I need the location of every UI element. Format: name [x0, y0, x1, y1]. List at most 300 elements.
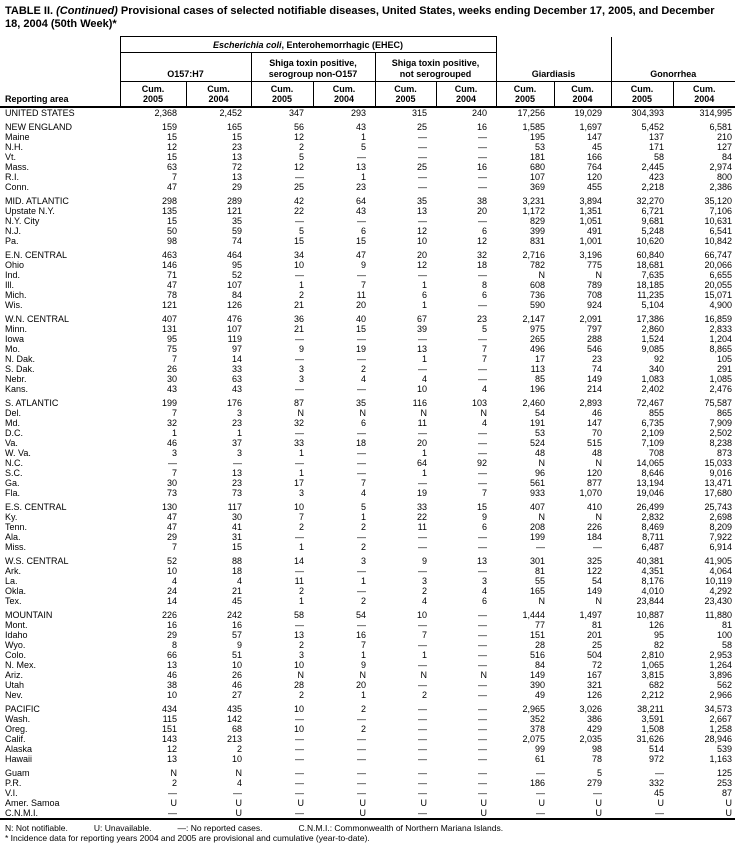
row-label: Mass.: [5, 162, 30, 172]
value-cell: —: [478, 714, 488, 724]
value-cell: 26,499: [636, 502, 665, 512]
value-cell: 265: [529, 334, 546, 344]
cum-year-header: Cum. 2005: [120, 82, 186, 108]
value-cell: 325: [586, 556, 603, 566]
row-label: Nebr.: [5, 374, 27, 384]
row-label: R.I.: [5, 172, 20, 182]
value-cell: 2: [298, 522, 304, 532]
table-row: [0, 610, 735, 620]
value-cell: 226: [586, 522, 603, 532]
row-label: Wyo.: [5, 640, 26, 650]
value-cell: —: [418, 734, 427, 744]
value-cell: 64: [355, 196, 366, 206]
value-cell: 31,626: [636, 734, 665, 744]
value-cell: 7: [360, 640, 366, 650]
table-row: [0, 744, 735, 754]
gonorrhea-header: Gonorrhea: [611, 53, 735, 82]
value-cell: N: [235, 768, 242, 778]
value-cell: —: [295, 566, 304, 576]
value-cell: 1,258: [709, 724, 733, 734]
value-cell: 88: [231, 556, 242, 566]
value-cell: 171: [648, 142, 665, 152]
table-row: [0, 132, 735, 142]
value-cell: 315: [411, 108, 427, 118]
value-cell: 7: [482, 354, 488, 364]
value-cell: 21: [231, 586, 242, 596]
value-cell: 35: [416, 196, 427, 206]
value-cell: 96: [535, 468, 546, 478]
value-cell: 16: [355, 630, 366, 640]
value-cell: 120: [586, 172, 603, 182]
value-cell: 13: [355, 162, 366, 172]
table-row: [0, 512, 735, 522]
value-cell: 71: [166, 270, 177, 280]
value-cell: N: [595, 270, 603, 280]
value-cell: N: [170, 768, 177, 778]
value-cell: —: [168, 808, 177, 818]
row-label: Utah: [5, 680, 25, 690]
value-cell: 608: [529, 280, 546, 290]
value-cell: 210: [716, 132, 733, 142]
value-cell: 32: [477, 250, 488, 260]
value-cell: —: [295, 778, 304, 788]
value-cell: 1,585: [522, 122, 546, 132]
legend-not-notifiable: N: Not notifiable.: [5, 823, 68, 833]
value-cell: 58: [293, 610, 304, 620]
row-label: Kans.: [5, 384, 29, 394]
value-cell: 2: [360, 364, 366, 374]
value-cell: N: [359, 408, 366, 418]
value-cell: —: [295, 808, 304, 818]
value-cell: 14: [293, 556, 304, 566]
legend-unavailable: U: Unavailable.: [93, 823, 152, 833]
table-row: [0, 196, 735, 206]
value-cell: —: [478, 690, 488, 700]
value-cell: 21: [293, 324, 304, 334]
value-cell: 12: [166, 744, 177, 754]
table-row: [0, 620, 735, 630]
value-cell: 682: [648, 680, 665, 690]
value-cell: 3: [298, 488, 304, 498]
shiga-non-o157-line2: serogroup non-O157: [268, 68, 358, 79]
value-cell: —: [418, 744, 427, 754]
value-cell: 55: [535, 576, 546, 586]
value-cell: 73: [231, 488, 242, 498]
value-cell: 5: [597, 768, 603, 778]
table-row: [0, 408, 735, 418]
value-cell: 1,070: [579, 488, 603, 498]
value-cell: 7: [360, 478, 366, 488]
value-cell: 95: [231, 260, 242, 270]
table-row: [0, 142, 735, 152]
value-cell: 10: [293, 724, 304, 734]
value-cell: 8,711: [642, 532, 665, 542]
row-label: Hawaii: [5, 754, 33, 764]
table-row: [0, 714, 735, 724]
row-label: Guam: [5, 768, 30, 778]
value-cell: 11,235: [637, 290, 665, 300]
value-cell: 831: [529, 236, 546, 246]
value-cell: 1: [298, 448, 304, 458]
value-cell: —: [295, 734, 304, 744]
value-cell: —: [418, 542, 427, 552]
value-cell: —: [168, 788, 177, 798]
value-cell: —: [418, 640, 427, 650]
value-cell: 149: [529, 670, 546, 680]
value-cell: 18,185: [636, 280, 665, 290]
cum-year-header: Cum. 2004: [436, 82, 496, 108]
value-cell: 48: [535, 448, 546, 458]
value-cell: 25,743: [704, 502, 733, 512]
value-cell: 5: [482, 324, 488, 334]
value-cell: 5,452: [641, 122, 665, 132]
value-cell: 1: [298, 596, 304, 606]
value-cell: 23: [231, 478, 242, 488]
value-cell: 546: [586, 344, 603, 354]
value-cell: —: [418, 680, 427, 690]
value-cell: 4: [236, 778, 242, 788]
value-cell: 40,381: [636, 556, 665, 566]
value-cell: 54: [355, 610, 366, 620]
value-cell: 423: [648, 172, 665, 182]
value-cell: N: [420, 670, 427, 680]
cum-year-header: Cum. 2004: [673, 82, 735, 108]
value-cell: —: [357, 458, 366, 468]
value-cell: 181: [529, 152, 546, 162]
value-cell: 43: [166, 384, 177, 394]
value-cell: 390: [529, 680, 546, 690]
value-cell: 21: [293, 300, 304, 310]
value-cell: U: [480, 798, 488, 808]
value-cell: —: [295, 216, 304, 226]
value-cell: 2,452: [219, 108, 242, 118]
value-cell: 2: [298, 586, 304, 596]
value-cell: 23: [231, 142, 242, 152]
value-cell: 47: [166, 280, 177, 290]
table-row: [0, 448, 735, 458]
value-cell: —: [478, 300, 488, 310]
value-cell: 9: [482, 512, 488, 522]
row-label: Idaho: [5, 630, 28, 640]
value-cell: 2: [298, 142, 304, 152]
value-cell: 10,842: [704, 236, 733, 246]
value-cell: 78: [592, 754, 603, 764]
value-cell: —: [478, 704, 488, 714]
value-cell: —: [478, 778, 488, 788]
value-cell: 4,292: [709, 586, 733, 596]
value-cell: 3,231: [522, 196, 546, 206]
value-cell: 12: [416, 260, 427, 270]
value-cell: 491: [586, 226, 603, 236]
ehec-group-header: [120, 37, 496, 53]
value-cell: 797: [586, 324, 603, 334]
value-cell: —: [478, 724, 488, 734]
value-cell: 2,445: [641, 162, 665, 172]
value-cell: —: [418, 142, 427, 152]
value-cell: 74: [592, 364, 603, 374]
table-row: [0, 206, 735, 216]
value-cell: 2: [298, 690, 304, 700]
value-cell: 2: [236, 744, 242, 754]
value-cell: 9: [360, 660, 366, 670]
value-cell: N: [297, 408, 304, 418]
value-cell: 5: [360, 502, 366, 512]
value-cell: 407: [529, 502, 546, 512]
value-cell: 66: [166, 650, 177, 660]
value-cell: 87: [293, 398, 304, 408]
value-cell: 2,386: [709, 182, 733, 192]
value-cell: 6,721: [641, 206, 665, 216]
value-cell: 15: [293, 236, 304, 246]
value-cell: —: [655, 808, 665, 818]
value-cell: 3: [421, 576, 427, 586]
value-cell: 8,176: [641, 576, 665, 586]
value-cell: 13: [231, 172, 242, 182]
table-row: [0, 250, 735, 260]
value-cell: 455: [586, 182, 603, 192]
value-cell: 4: [236, 576, 242, 586]
value-cell: 121: [226, 206, 242, 216]
value-cell: 20: [477, 206, 488, 216]
value-cell: 195: [529, 132, 546, 142]
table-row: [0, 354, 735, 364]
value-cell: 15: [477, 502, 488, 512]
value-cell: 291: [716, 364, 733, 374]
value-cell: 24: [166, 586, 177, 596]
value-cell: 9: [421, 556, 427, 566]
value-cell: 23,844: [636, 596, 665, 606]
value-cell: 4,351: [641, 566, 665, 576]
value-cell: —: [418, 428, 427, 438]
row-label: Del.: [5, 408, 22, 418]
table-row: [0, 650, 735, 660]
value-cell: —: [655, 768, 665, 778]
incidence-footnote: * Incidence data for reporting years 2004 and 2005 are provisional and cumulative (year-to-date).: [5, 833, 370, 843]
row-label: Minn.: [5, 324, 28, 334]
value-cell: 1,085: [709, 374, 733, 384]
value-cell: 7: [298, 512, 304, 522]
value-cell: 142: [226, 714, 242, 724]
table-row: [0, 428, 735, 438]
value-cell: 14: [231, 354, 242, 364]
value-cell: —: [295, 768, 304, 778]
value-cell: 125: [716, 768, 733, 778]
value-cell: 7: [421, 630, 427, 640]
value-cell: U: [657, 798, 665, 808]
value-cell: 3,591: [641, 714, 665, 724]
value-cell: 30: [166, 478, 177, 488]
table-row: [0, 152, 735, 162]
value-cell: 352: [529, 714, 546, 724]
table-row: [0, 458, 735, 468]
value-cell: 19,046: [636, 488, 665, 498]
value-cell: 149: [586, 586, 603, 596]
table-row: [0, 704, 735, 714]
value-cell: N: [595, 596, 603, 606]
value-cell: —: [536, 788, 546, 798]
value-cell: 117: [227, 502, 242, 512]
reporting-area-header: Reporting area: [0, 37, 120, 108]
value-cell: 81: [535, 566, 546, 576]
table-row: [0, 808, 735, 819]
value-cell: 73: [166, 488, 177, 498]
table-row: [0, 374, 735, 384]
value-cell: —: [418, 768, 427, 778]
value-cell: —: [295, 334, 304, 344]
value-cell: 17: [535, 354, 546, 364]
value-cell: 10: [231, 754, 242, 764]
value-cell: 1: [360, 690, 366, 700]
table-row: [0, 532, 735, 542]
value-cell: —: [478, 660, 488, 670]
table-row: [0, 260, 735, 270]
row-label: Ill.: [5, 280, 14, 290]
value-cell: 13: [231, 468, 242, 478]
value-cell: 10: [166, 690, 177, 700]
row-label: Vt.: [5, 152, 17, 162]
value-cell: 41,905: [704, 556, 733, 566]
value-cell: N: [420, 408, 427, 418]
value-cell: 5,104: [641, 300, 665, 310]
value-cell: 23: [231, 418, 242, 428]
value-cell: —: [357, 428, 366, 438]
value-cell: 4,900: [709, 300, 733, 310]
value-cell: 18: [355, 438, 366, 448]
value-cell: 23: [592, 354, 603, 364]
row-label: Tex.: [5, 596, 22, 606]
value-cell: 22: [416, 512, 427, 522]
value-cell: 48: [592, 448, 603, 458]
value-cell: 2,091: [579, 314, 603, 324]
legend-line: [5, 823, 735, 833]
row-label: Ohio: [5, 260, 25, 270]
value-cell: 147: [586, 132, 603, 142]
value-cell: 3: [236, 448, 242, 458]
value-cell: 15: [231, 542, 242, 552]
value-cell: 17: [293, 478, 304, 488]
row-label: S. Dak.: [5, 364, 35, 374]
value-cell: 1: [171, 428, 177, 438]
value-cell: 2: [171, 778, 177, 788]
value-cell: 8,646: [641, 468, 665, 478]
value-cell: 764: [586, 162, 603, 172]
value-cell: —: [295, 270, 304, 280]
value-cell: 72: [592, 660, 603, 670]
value-cell: 16: [477, 122, 488, 132]
value-cell: N: [359, 670, 366, 680]
value-cell: 800: [716, 172, 733, 182]
table-row: [0, 107, 735, 118]
value-cell: 5: [360, 142, 366, 152]
footnotes: [0, 820, 735, 843]
value-cell: 562: [716, 680, 733, 690]
value-cell: —: [593, 542, 603, 552]
value-cell: 54: [592, 576, 603, 586]
value-cell: —: [357, 744, 366, 754]
value-cell: 340: [648, 364, 665, 374]
value-cell: —: [478, 468, 488, 478]
legend-no-reported-cases: —: No reported cases.: [177, 823, 263, 833]
value-cell: 15,071: [704, 290, 733, 300]
value-cell: 126: [586, 690, 603, 700]
value-cell: 29: [231, 182, 242, 192]
value-cell: 143: [161, 734, 177, 744]
value-cell: 2: [360, 704, 366, 714]
value-cell: 298: [161, 196, 177, 206]
value-cell: 16: [166, 620, 177, 630]
value-cell: —: [233, 788, 242, 798]
value-cell: —: [478, 216, 488, 226]
row-label: Maine: [5, 132, 30, 142]
table-row: [0, 798, 735, 808]
value-cell: 115: [162, 714, 177, 724]
value-cell: 6: [482, 596, 488, 606]
value-cell: N: [595, 512, 603, 522]
row-label: S.C.: [5, 468, 23, 478]
value-cell: 12: [166, 142, 177, 152]
value-cell: —: [357, 734, 366, 744]
value-cell: 2,965: [522, 704, 546, 714]
value-cell: N: [538, 458, 546, 468]
value-cell: 2,860: [641, 324, 665, 334]
value-cell: U: [595, 808, 603, 818]
value-cell: 72,467: [636, 398, 665, 408]
value-cell: 47: [166, 522, 177, 532]
value-cell: 18: [231, 566, 242, 576]
value-cell: 9: [360, 260, 366, 270]
value-cell: —: [357, 768, 366, 778]
value-cell: —: [357, 778, 366, 788]
table-row: [0, 724, 735, 734]
table-row: [0, 236, 735, 246]
value-cell: 98: [166, 236, 177, 246]
row-label: Upstate N.Y.: [5, 206, 55, 216]
value-cell: —: [418, 182, 427, 192]
cum-year-header: Cum. 2005: [611, 82, 673, 108]
value-cell: —: [357, 334, 366, 344]
value-cell: 6,655: [709, 270, 733, 280]
value-cell: —: [295, 620, 304, 630]
value-cell: 64: [416, 458, 427, 468]
value-cell: 213: [226, 734, 242, 744]
value-cell: 70: [592, 428, 603, 438]
value-cell: —: [478, 428, 488, 438]
value-cell: —: [478, 630, 488, 640]
table-title-text: Provisional cases of selected notifiable diseases, United States, weeks ending December 17, 2005, and December 18, 2004 (50th Week)*: [5, 5, 715, 30]
value-cell: 6: [421, 290, 427, 300]
value-cell: 32: [293, 418, 304, 428]
value-cell: 38: [166, 680, 177, 690]
value-cell: 10,887: [636, 610, 665, 620]
value-cell: 97: [231, 344, 242, 354]
value-cell: 45: [654, 788, 665, 798]
value-cell: 975: [529, 324, 546, 334]
value-cell: 199: [161, 398, 177, 408]
value-cell: U: [235, 808, 242, 818]
row-label: N.C.: [5, 458, 23, 468]
table-row: [0, 344, 735, 354]
giardiasis-header-top-space: [496, 37, 611, 53]
value-cell: 61: [535, 754, 546, 764]
row-label: Conn.: [5, 182, 30, 192]
value-cell: —: [478, 334, 488, 344]
value-cell: 253: [716, 778, 733, 788]
value-cell: 13: [477, 556, 488, 566]
value-cell: 13: [416, 344, 427, 354]
value-cell: 126: [648, 620, 665, 630]
value-cell: 2,075: [522, 734, 546, 744]
value-cell: 10: [293, 704, 304, 714]
